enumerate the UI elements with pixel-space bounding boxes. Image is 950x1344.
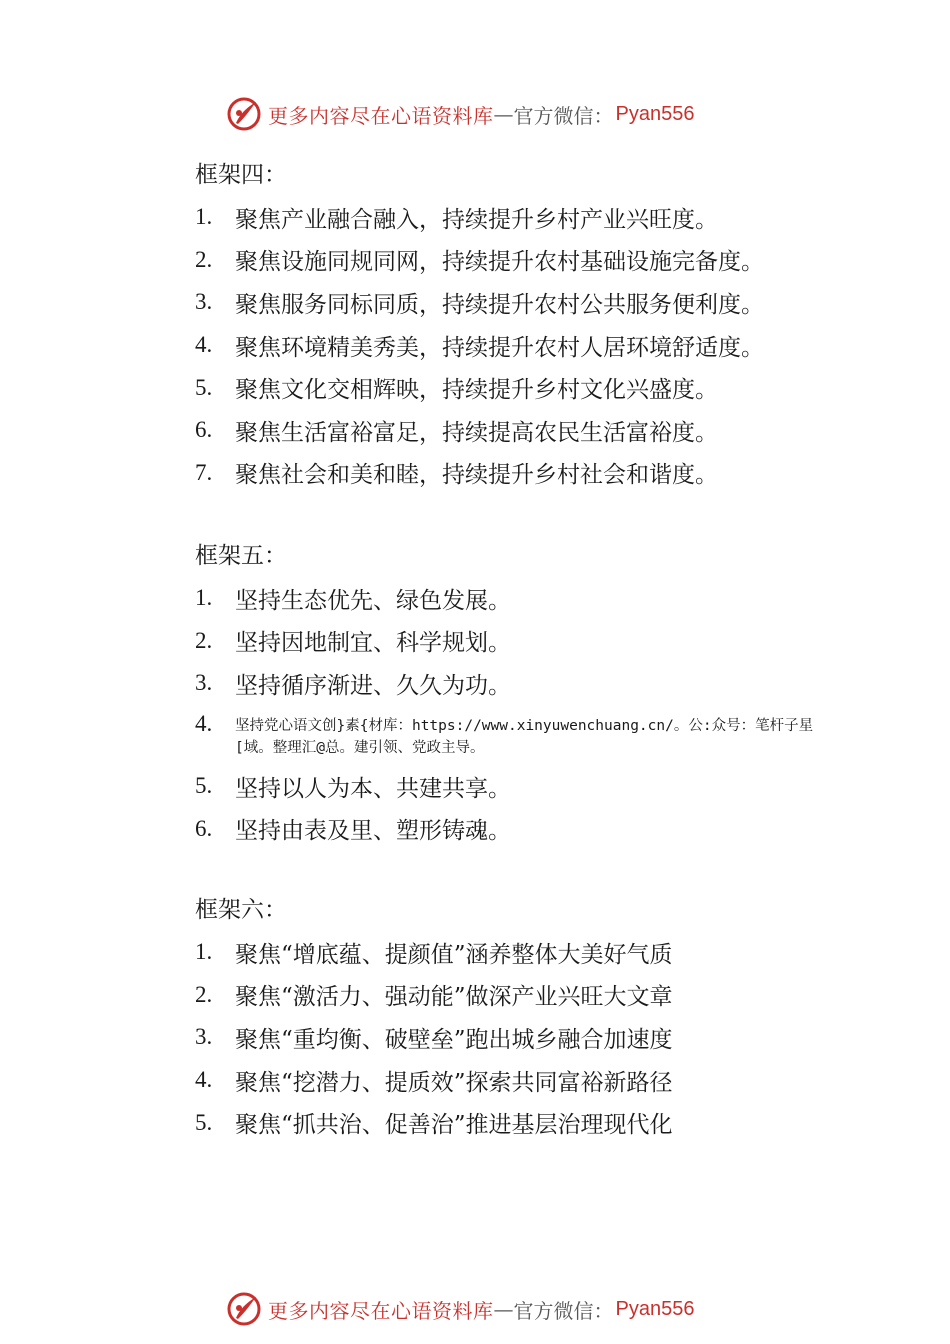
item-text: 坚持生态优先、绿色发展。 — [235, 587, 511, 614]
item-number: 6. — [195, 417, 213, 443]
list-item — [195, 1059, 815, 1102]
list-item — [195, 662, 815, 705]
item-number: 2. — [195, 627, 213, 653]
item-text: 坚持党心语文创}素{材库：https://www.xinyuwenchuang.cn/。公:众号：笔杆子星[域。整理汇@总。建引领、党政主导。 — [235, 717, 814, 756]
banner-wechat-id: Pyan556 — [615, 1297, 695, 1320]
item-text: 坚持因地制宜、科学规划。 — [235, 630, 511, 657]
item-number: 4. — [195, 1067, 213, 1093]
list-item — [195, 705, 815, 765]
header-banner — [226, 94, 694, 134]
item-text: 聚焦生活富裕富足，持续提高农民生活富裕度。 — [235, 419, 718, 446]
item-number: 4. — [195, 332, 213, 358]
item-number: 3. — [195, 670, 213, 696]
list-item — [195, 807, 815, 850]
quill-logo-icon — [226, 1291, 262, 1327]
list-item — [195, 765, 815, 808]
banner-main-text: 更多内容尽在心语资料库 — [268, 103, 494, 128]
list-item — [195, 366, 815, 409]
framework-six-section — [195, 893, 815, 1144]
item-text: 坚持循序渐进、久久为功。 — [235, 672, 511, 699]
item-number: 1. — [195, 585, 213, 611]
item-text: 聚焦环境精美秀美，持续提升农村人居环境舒适度。 — [235, 334, 764, 361]
list-item — [195, 1101, 815, 1144]
item-number: 5. — [195, 374, 213, 400]
item-number: 1. — [195, 204, 213, 230]
item-text: 聚焦“抓共治、促善治”推进基层治理现代化 — [235, 1112, 673, 1139]
list-item — [195, 1016, 815, 1059]
banner-main-text: 更多内容尽在心语资料库 — [268, 1298, 494, 1323]
list-item — [195, 974, 815, 1017]
item-number: 3. — [195, 289, 213, 315]
list-item — [195, 620, 815, 663]
item-number: 5. — [195, 773, 213, 799]
item-number: 2. — [195, 246, 213, 272]
item-text: 聚焦社会和美和睦，持续提升乡村社会和谐度。 — [235, 462, 718, 489]
item-number: 1. — [195, 939, 213, 965]
banner-dash: — — [493, 102, 514, 126]
banner-wechat-id: Pyan556 — [615, 102, 695, 125]
item-text: 坚持以人为本、共建共享。 — [235, 775, 511, 802]
item-text: 聚焦文化交相辉映，持续提升乡村文化兴盛度。 — [235, 377, 718, 404]
section-title: 框架五： — [195, 543, 287, 569]
list-item — [195, 452, 815, 495]
list-item — [195, 577, 815, 620]
banner-dash: — — [493, 1297, 514, 1321]
item-text: 聚焦服务同标同质，持续提升农村公共服务便利度。 — [235, 291, 764, 318]
list-item — [195, 931, 815, 974]
banner-official-label: 官方微信： — [513, 103, 614, 128]
framework-four-section — [195, 158, 815, 494]
item-number: 2. — [195, 981, 213, 1007]
item-text: 聚焦“激活力、强动能”做深产业兴旺大文章 — [235, 984, 673, 1011]
item-number: 3. — [195, 1024, 213, 1050]
section-title: 框架四： — [195, 162, 287, 188]
section-title: 框架六： — [195, 897, 287, 923]
list-item — [195, 324, 815, 367]
item-text: 聚焦“挖潜力、提质效”探索共同富裕新路径 — [235, 1069, 673, 1096]
banner-official-label: 官方微信： — [513, 1298, 614, 1323]
list-item — [195, 239, 815, 282]
item-text: 聚焦“增底蕴、提颜值”涵养整体大美好气质 — [235, 941, 673, 968]
item-number: 6. — [195, 815, 213, 841]
item-text: 聚焦“重均衡、破壁垒”跑出城乡融合加速度 — [235, 1026, 673, 1053]
item-number: 7. — [195, 459, 213, 485]
list-item — [195, 196, 815, 239]
item-number: 5. — [195, 1109, 213, 1135]
footer-banner — [226, 1289, 694, 1329]
item-text: 聚焦产业融合融入，持续提升乡村产业兴旺度。 — [235, 206, 718, 233]
list-item — [195, 409, 815, 452]
framework-five-section — [195, 539, 815, 850]
item-text: 坚持由表及里、塑形铸魂。 — [235, 818, 511, 845]
item-number: 4. — [195, 710, 213, 736]
quill-logo-icon — [226, 96, 262, 132]
item-text: 聚焦设施同规同网，持续提升农村基础设施完备度。 — [235, 249, 764, 276]
list-item — [195, 281, 815, 324]
